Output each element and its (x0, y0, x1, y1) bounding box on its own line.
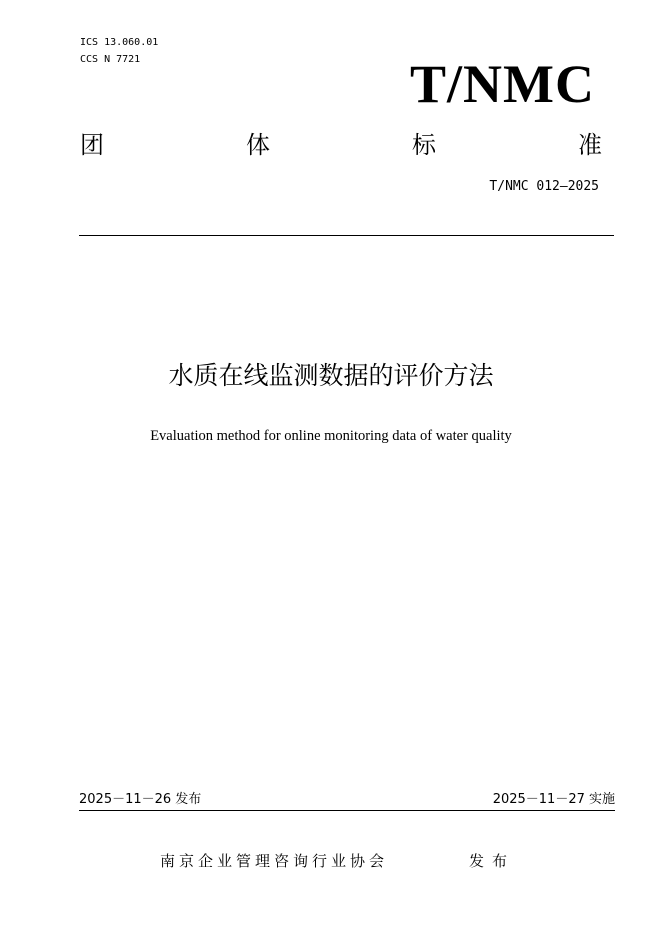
publisher-name: 南京企业管理咨询行业协会 (160, 852, 389, 870)
release-date: 2025－11－26 发布 (79, 792, 202, 807)
standard-type-char: 体 (246, 131, 270, 159)
standard-type-char: 团 (80, 131, 104, 159)
header-divider (79, 235, 614, 236)
standard-type-char: 准 (578, 131, 602, 159)
title-chinese: 水质在线监测数据的评价方法 (168, 361, 494, 390)
ics-code: ICS 13.060.01 (80, 37, 159, 48)
classification-codes (80, 34, 158, 68)
standard-type-char: 标 (412, 131, 436, 159)
standard-number: T/NMC 012—2025 (489, 179, 599, 194)
implementation-date: 2025－11－27 实施 (492, 792, 615, 807)
ccs-code: CCS N 7721 (80, 54, 141, 65)
title-english: Evaluation method for online monitoring data of water quality (150, 428, 512, 444)
standard-type (80, 130, 602, 160)
footer-divider (79, 810, 615, 811)
standard-brand: T/NMC (410, 54, 595, 114)
publish-label: 发布 (469, 852, 516, 870)
